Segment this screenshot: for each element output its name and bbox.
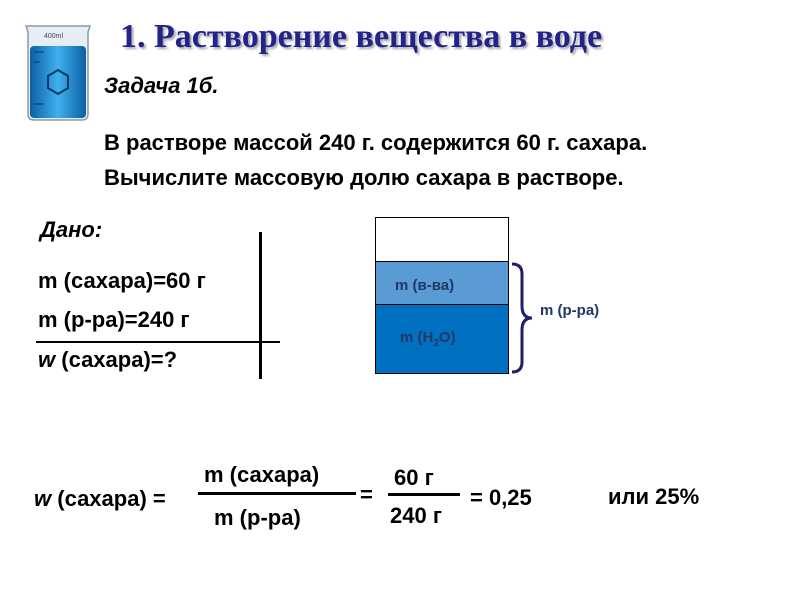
given-divider-horizontal — [36, 341, 280, 343]
given-sugar-mass: m (сахара)=60 г — [38, 268, 206, 293]
solution-mass-label: m (р-ра) — [540, 302, 600, 319]
problem-text-line: Вычислите массовую долю сахара в растворе. — [104, 165, 624, 190]
problem-text-line: В растворе массой 240 г. содержится 60 г. сахара. — [104, 130, 648, 155]
beaker-icon — [20, 22, 96, 122]
formula-lhs: w (сахара) = — [34, 486, 166, 511]
find-text: (сахара)=? — [55, 347, 178, 372]
fraction-bar — [388, 493, 460, 496]
given-label: Дано: — [40, 217, 103, 242]
slide-title: 1. Растворение вещества в воде — [120, 18, 603, 55]
given-divider-vertical — [259, 232, 262, 379]
result-value: = 0,25 — [470, 485, 532, 510]
solute-mass-label: m (в-ва) — [395, 277, 455, 294]
beaker-mark: 400ml — [44, 33, 64, 40]
fraction-numerator: 60 г — [394, 465, 434, 490]
fraction-denominator: 240 г — [390, 503, 442, 528]
right-brace-icon — [508, 262, 538, 374]
w-symbol: w — [38, 347, 56, 372]
water-mass-label: m $(H_2O)$ — [400, 329, 456, 349]
fraction-numerator: m (сахара) — [204, 462, 320, 487]
given-solution-mass: m (р-ра)=240 г — [38, 307, 190, 332]
find-line — [38, 347, 177, 373]
fraction-denominator: m (р-ра) — [214, 505, 301, 530]
fraction-bar — [198, 492, 356, 495]
equals-sign: = — [360, 482, 373, 507]
task-label: Задача 1б. — [104, 73, 219, 98]
result-percent: или 25% — [608, 484, 700, 509]
